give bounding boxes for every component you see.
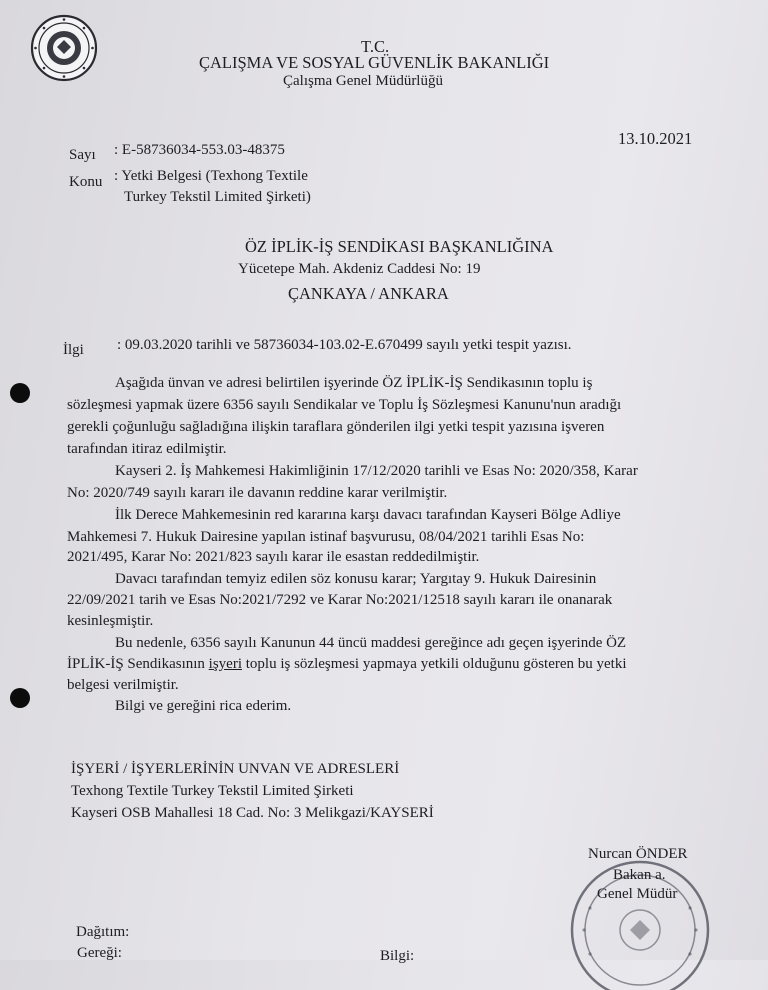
addressee-line2: Yücetepe Mah. Akdeniz Caddesi No: 19 <box>238 261 481 277</box>
distribution-bilgi: Bilgi: <box>380 948 415 964</box>
sayi-value: : E-58736034-553.03-48375 <box>114 142 285 158</box>
signatory-name: Nurcan ÖNDER <box>588 846 688 862</box>
konu-line1: : Yetki Belgesi (Texhong Textile <box>114 168 308 184</box>
ilgi-label: İlgi <box>63 342 84 358</box>
body-p5-line3: belgesi verilmiştir. <box>67 677 179 693</box>
body-p2-line2: No: 2020/749 sayılı kararı ile davanın reddine karar verilmiştir. <box>67 485 448 501</box>
body-p2-line1: Kayseri 2. İş Mahkemesi Hakimliğinin 17/12/2020 tarihli ve Esas No: 2020/358, Karar <box>115 463 638 479</box>
ilgi-text: : 09.03.2020 tarihli ve 58736034-103.02-E.670499 sayılı yetki tespit yazısı. <box>117 337 572 353</box>
body-p1-line1: Aşağıda ünvan ve adresi belirtilen işyerinde ÖZ İPLİK-İŞ Sendikasının toplu iş <box>115 375 593 391</box>
body-p3-line2: Mahkemesi 7. Hukuk Dairesine yapılan istinaf başvurusu, 08/04/2021 tarihli Esas No: <box>67 529 585 545</box>
body-p1-line2: sözleşmesi yapmak üzere 6356 sayılı Sendikalar ve Toplu İş Sözleşmesi Kanunu'nun aradığı <box>67 397 622 413</box>
distribution-label: Dağıtım: <box>76 924 130 940</box>
document-date: 13.10.2021 <box>618 129 693 148</box>
body-p4-line1: Davacı tarafından temyiz edilen söz konusu karar; Yargıtay 9. Hukuk Dairesinin <box>115 571 597 587</box>
body-p3-line1: İlk Derece Mahkemesinin red kararına karşı davacı tarafından Kayseri Bölge Adliye <box>115 507 621 523</box>
body-p5-line1: Bu nedenle, 6356 sayılı Kanunun 44 üncü maddesi gereğince adı geçen işyerinde ÖZ <box>115 635 627 651</box>
header-country: T.C. <box>361 37 390 56</box>
body-closing: Bilgi ve gereğini rica ederim. <box>115 698 292 714</box>
addressee-line1: ÖZ İPLİK-İŞ SENDİKASI BAŞKANLIĞINA <box>245 237 554 256</box>
body-p4-line3: kesinleşmiştir. <box>67 613 154 629</box>
body-p5-line2: İPLİK-İŞ Sendikasının işyeri toplu iş sözleşmesi yapmaya yetkili olduğunu gösteren bu yetki <box>67 656 627 672</box>
addressee-line3: ÇANKAYA / ANKARA <box>288 284 449 303</box>
workplace-name: Texhong Textile Turkey Tekstil Limited Şirketi <box>71 783 354 799</box>
body-p4-line2: 22/09/2021 tarih ve Esas No:2021/7292 ve Karar No:2021/12518 sayılı kararı ile onanarak <box>67 592 613 608</box>
konu-label: Konu <box>69 174 103 190</box>
signatory-title-1: Bakan a. <box>613 867 666 883</box>
signatory-title-2: Genel Müdür <box>597 886 678 902</box>
body-p1-line4: tarafından itiraz edilmiştir. <box>67 441 227 457</box>
workplace-address: Kayseri OSB Mahallesi 18 Cad. No: 3 Melikgazi/KAYSERİ <box>71 805 434 821</box>
body-p1-line3: gerekli çoğunluğu sağladığına ilişkin taraflara gönderilen ilgi yetki tespit yazısına işveren <box>67 419 605 435</box>
punch-hole-icon <box>10 688 30 708</box>
punch-hole-icon <box>10 383 30 403</box>
distribution-geregi: Gereği: <box>77 945 122 961</box>
sayi-label: Sayı <box>69 147 96 163</box>
konu-line2: Turkey Tekstil Limited Şirketi) <box>124 189 311 205</box>
body-p3-line3: 2021/495, Karar No: 2021/823 sayılı karar ile esastan reddedilmiştir. <box>67 549 480 565</box>
workplace-heading: İŞYERİ / İŞYERLERİNİN UNVAN VE ADRESLERİ <box>71 761 400 777</box>
header-directorate: Çalışma Genel Müdürlüğü <box>283 73 443 89</box>
ministry-seal-icon <box>30 14 98 82</box>
header-ministry: ÇALIŞMA VE SOSYAL GÜVENLİK BAKANLIĞI <box>199 53 550 72</box>
